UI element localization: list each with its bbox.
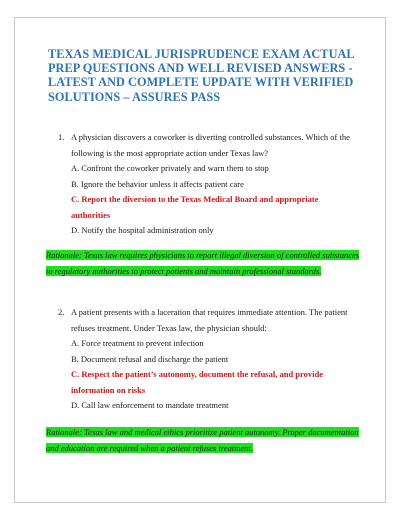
correct-answer-option-c: C. Report the diversion to the Texas Medical Board and appropriate authorities — [71, 194, 319, 220]
answer-option-b: B. Document refusal and discharge the patient — [71, 353, 229, 364]
document-title: TEXAS MEDICAL JURISPRUDENCE EXAM ACTUAL PREP QUESTIONS AND WELL REVISED ANSWERS - LATEST AND COMPLETE UPDATE WITH VERIFIED SOLUTIONS – ASSURES PASS — [48, 47, 354, 104]
rationale-1 — [46, 247, 360, 280]
rationale-2 — [46, 424, 360, 457]
rationale-text: Rationale: Texas law requires physicians to report illegal diversion of controlled substances to regulatory authorities to protect patients and maintain professional standards. — [46, 250, 360, 277]
question-number: 2. — [58, 307, 65, 317]
question-2 — [58, 305, 358, 414]
answer-option-a: A. Confront the coworker privately and warn them to stop — [71, 163, 269, 173]
correct-answer-option-c: C. Respect the patient’s autonomy, document the refusal, and provide information on risks — [71, 369, 324, 395]
answer-option-b: B. Ignore the behavior unless it affects patient care — [71, 178, 244, 189]
question-stem — [58, 130, 358, 161]
question-number: 1. — [58, 132, 65, 142]
rationale-text: Rationale: Texas law and medical ethics prioritize patient autonomy. Proper documentation and education are required when a patient refuses treatment. — [46, 427, 359, 454]
question-1 — [58, 130, 358, 239]
answer-option-d: D. Call law enforcement to mandate treatment — [71, 400, 229, 410]
question-stem — [58, 305, 358, 336]
question-text: A patient presents with a laceration that requires immediate attention. The patient refuses treatment. Under Texas law, the physician should: — [71, 307, 348, 333]
question-text: A physician discovers a coworker is diverting controlled substances. Which of the following is the most appropriate action under Texas law? — [71, 132, 350, 158]
answer-option-d: D. Notify the hospital administration only — [71, 225, 214, 235]
answer-option-a: A. Force treatment to prevent infection — [71, 338, 204, 348]
